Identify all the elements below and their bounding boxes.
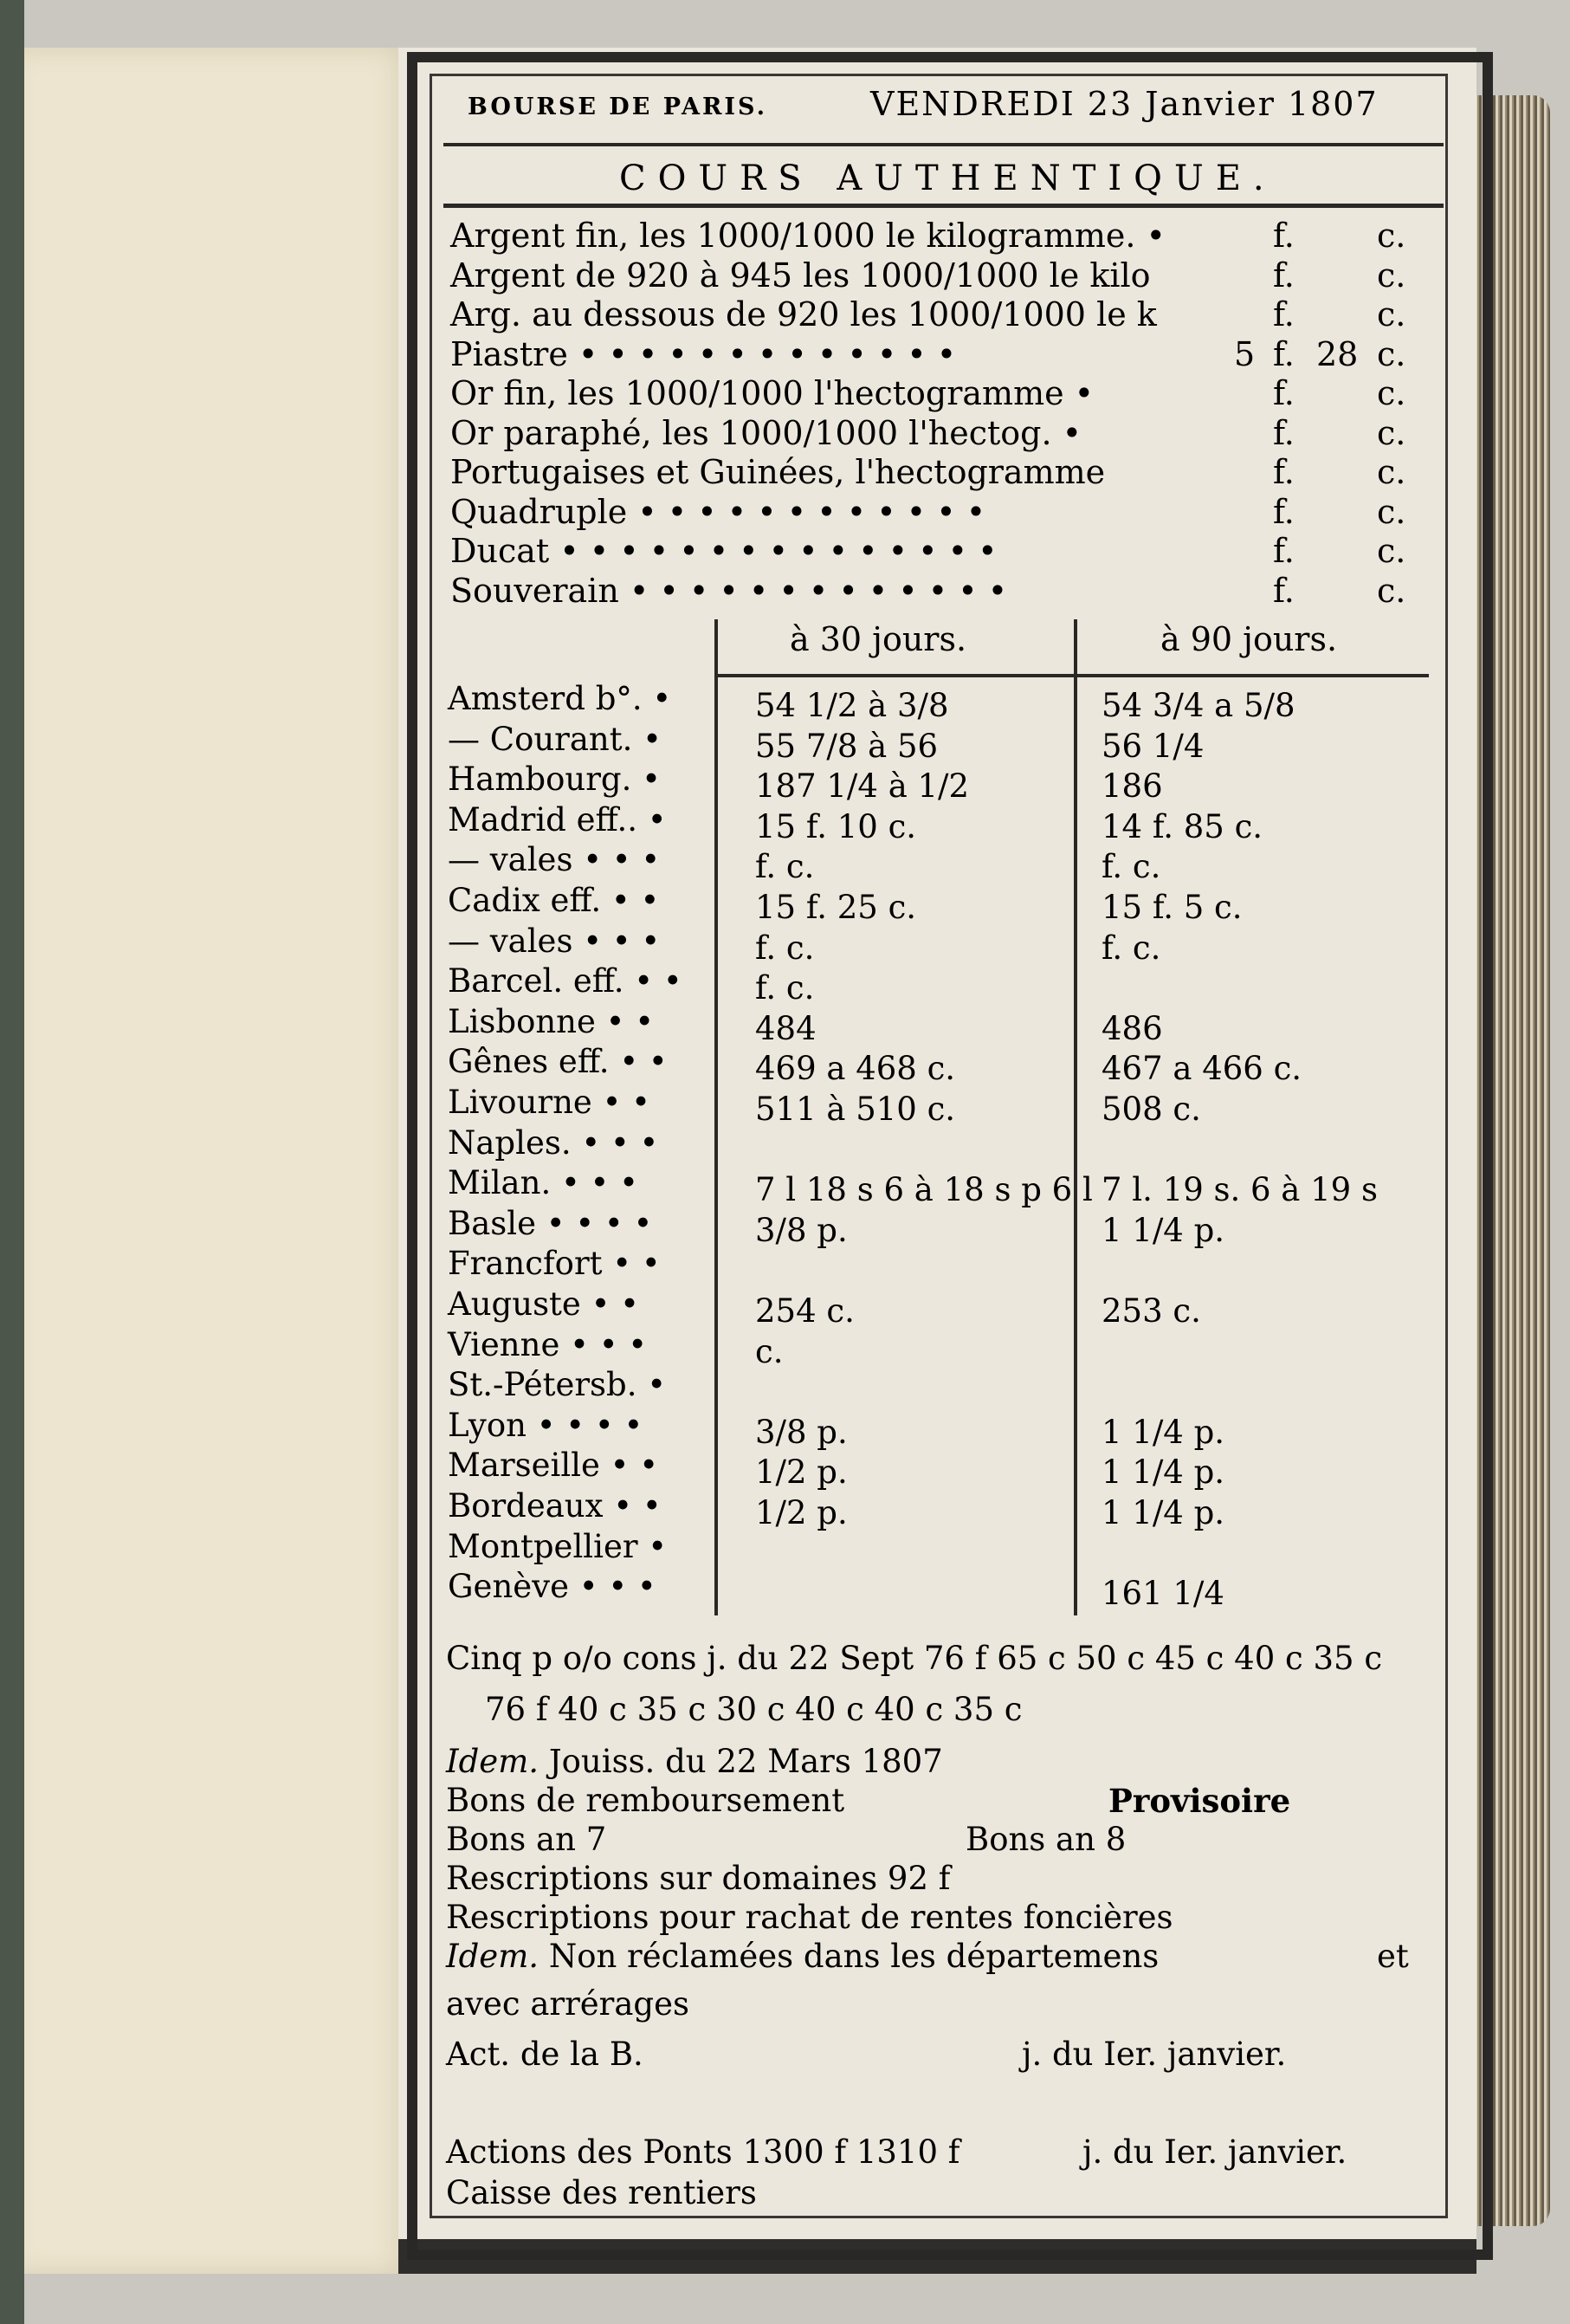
exchange-place: Genève • • • <box>448 1568 656 1605</box>
rescriptions-domaines: Rescriptions sur domaines 92 f <box>446 1860 951 1897</box>
metal-c-unit: c. <box>1377 532 1406 570</box>
metal-f-unit: f. <box>1273 572 1295 610</box>
exchange-90-days: 508 c. <box>1102 1091 1201 1128</box>
exchange-place: Cadix eff. • • <box>448 882 660 919</box>
jouissance-2: j. du Ier. janvier. <box>1082 2133 1347 2171</box>
title-rule <box>443 204 1444 208</box>
metal-c-unit: c. <box>1377 295 1406 333</box>
metal-c-unit: c. <box>1377 414 1406 452</box>
exchange-place: Auguste • • <box>448 1285 639 1323</box>
exchange-90-days: 1 1/4 p. <box>1102 1494 1225 1531</box>
exchange-90-days: 56 1/4 <box>1102 728 1205 765</box>
exchange-30-days: 1/2 p. <box>755 1494 848 1531</box>
exchange-90-days: f. c. <box>1102 929 1161 967</box>
exchange-place: Lyon • • • • <box>448 1407 643 1444</box>
act-banque: Act. de la B. <box>446 2036 643 2073</box>
metal-label: Ducat • • • • • • • • • • • • • • • <box>450 532 998 570</box>
metal-f-unit: f. <box>1273 256 1295 295</box>
page-title: COURS AUTHENTIQUE. <box>619 159 1276 198</box>
idem-label: Idem. <box>446 1743 539 1780</box>
exchange-90-days: 14 f. 85 c. <box>1102 808 1263 845</box>
metal-f-unit: f. <box>1273 374 1295 412</box>
exchange-90-days: 186 <box>1102 767 1163 805</box>
exchange-place: — Courant. • <box>448 721 662 758</box>
metal-c-unit: c. <box>1377 256 1406 295</box>
header-rule <box>443 143 1444 146</box>
bons-remboursement: Bons de remboursement <box>446 1782 845 1819</box>
exchange-30-days: 254 c. <box>755 1292 855 1330</box>
cinq-line-1: Cinq p o/o cons j. du 22 Sept 76 f 65 c 50 c 45 c 40 c 35 c <box>446 1640 1383 1677</box>
exchange-30-days: 3/8 p. <box>755 1414 848 1451</box>
exchange-place: Naples. • • • <box>448 1124 659 1162</box>
table-divider-left <box>714 619 718 1615</box>
exchange-place: St.-Pétersb. • <box>448 1366 667 1403</box>
exchange-place: Barcel. eff. • • <box>448 962 682 1000</box>
col-90-rule <box>1077 674 1429 677</box>
exchange-place: Milan. • • • <box>448 1164 638 1201</box>
exchange-place: Montpellier • <box>448 1528 668 1565</box>
metal-f-unit: f. <box>1273 295 1295 333</box>
exchange-30-days: 3/8 p. <box>755 1212 848 1249</box>
metal-f-unit: f. <box>1273 217 1295 255</box>
caisse-rentiers: Caisse des rentiers <box>446 2174 757 2211</box>
exchange-90-days: 467 a 466 c. <box>1102 1050 1302 1087</box>
actions-ponts: Actions des Ponts 1300 f 1310 f <box>446 2133 960 2171</box>
exchange-place: Basle • • • • <box>448 1205 653 1242</box>
bons-an-7: Bons an 7 <box>446 1821 607 1858</box>
metal-f-unit: f. <box>1273 414 1295 452</box>
exchange-30-days: 7 l 18 s 6 à 18 s p 6 l <box>755 1171 1093 1208</box>
exchange-30-days: f. c. <box>755 969 815 1007</box>
metal-f-unit: f. <box>1273 335 1295 373</box>
exchange-place: — vales • • • <box>448 841 661 878</box>
metal-c-unit: c. <box>1377 572 1406 610</box>
exchange-place: Livourne • • <box>448 1084 650 1121</box>
exchange-90-days: 1 1/4 p. <box>1102 1414 1225 1451</box>
col-30-header: à 30 jours. <box>790 620 967 658</box>
metal-c-unit: c. <box>1377 217 1406 255</box>
exchange-90-days: 15 f. 5 c. <box>1102 889 1243 926</box>
exchange-30-days: 54 1/2 à 3/8 <box>755 687 949 724</box>
exchange-30-days: 469 a 468 c. <box>755 1050 956 1087</box>
exchange-place: Lisbonne • • <box>448 1003 655 1040</box>
metal-label: Arg. au dessous de 920 les 1000/1000 le k <box>450 295 1157 333</box>
idem-rest: Jouiss. du 22 Mars 1807 <box>548 1743 943 1780</box>
exchange-90-days: 7 l. 19 s. 6 à 19 s <box>1102 1171 1378 1208</box>
metal-value-centimes: 28 <box>1316 335 1359 373</box>
metal-value-francs: 5 <box>1234 335 1256 373</box>
metal-c-unit: c. <box>1377 374 1406 412</box>
book-cover-edge <box>0 0 24 2324</box>
col-90-header: à 90 jours. <box>1160 620 1338 658</box>
idem2-rest: Non réclamées dans les départemens <box>548 1938 1160 1975</box>
exchange-30-days: 55 7/8 à 56 <box>755 728 939 765</box>
metal-label: Or fin, les 1000/1000 l'hectogramme • <box>450 374 1095 412</box>
exchange-90-days: 1 1/4 p. <box>1102 1453 1225 1491</box>
metal-label: Quadruple • • • • • • • • • • • • <box>450 493 986 531</box>
bons-an-8: Bons an 8 <box>966 1821 1127 1858</box>
metal-f-unit: f. <box>1273 493 1295 531</box>
avec-arrerages: avec arrérages <box>446 1985 689 2023</box>
exchange-30-days: f. c. <box>755 848 815 885</box>
exchange-90-days: 1 1/4 p. <box>1102 1212 1225 1249</box>
et-word: et <box>1377 1938 1409 1975</box>
metal-c-unit: c. <box>1377 493 1406 531</box>
header-date: VENDREDI 23 Janvier 1807 <box>870 85 1379 123</box>
exchange-place: Gênes eff. • • <box>448 1043 668 1080</box>
exchange-place: Amsterd b°. • <box>448 680 672 717</box>
exchange-place: Hambourg. • <box>448 761 661 798</box>
col-30-rule <box>718 674 1074 677</box>
provisoire: Provisoire <box>1108 1782 1291 1820</box>
metal-label: Piastre • • • • • • • • • • • • • <box>450 335 957 373</box>
left-blank-page <box>24 48 414 2274</box>
jouissance-1: j. du Ier. janvier. <box>1022 2036 1287 2073</box>
exchange-30-days: 187 1/4 à 1/2 <box>755 767 970 805</box>
exchange-place: Madrid eff.. • <box>448 801 667 838</box>
exchange-place: Vienne • • • <box>448 1326 648 1363</box>
idem2-label: Idem. <box>446 1938 539 1975</box>
exchange-place: — vales • • • <box>448 922 661 960</box>
table-divider-right <box>1074 619 1077 1615</box>
metal-label: Argent fin, les 1000/1000 le kilogramme. • <box>450 217 1166 255</box>
exchange-place: Bordeaux • • <box>448 1487 662 1525</box>
exchange-90-days: 253 c. <box>1102 1292 1201 1330</box>
metal-c-unit: c. <box>1377 335 1406 373</box>
metal-label: Portugaises et Guinées, l'hectogramme <box>450 453 1106 491</box>
metal-label: Argent de 920 à 945 les 1000/1000 le kilo <box>450 256 1151 295</box>
metal-label: Or paraphé, les 1000/1000 l'hectog. • <box>450 414 1082 452</box>
exchange-90-days: f. c. <box>1102 848 1161 885</box>
rescriptions-rachat: Rescriptions pour rachat de rentes foncières <box>446 1899 1173 1936</box>
exchange-90-days: 54 3/4 a 5/8 <box>1102 687 1295 724</box>
exchange-30-days: 511 à 510 c. <box>755 1091 956 1128</box>
header-left: BOURSE DE PARIS. <box>468 94 767 120</box>
exchange-place: Francfort • • <box>448 1245 661 1282</box>
metal-label: Souverain • • • • • • • • • • • • • <box>450 572 1008 610</box>
metal-f-unit: f. <box>1273 453 1295 491</box>
exchange-30-days: c. <box>755 1333 784 1370</box>
exchange-90-days: 161 1/4 <box>1102 1575 1224 1612</box>
metal-c-unit: c. <box>1377 453 1406 491</box>
cinq-line-2: 76 f 40 c 35 c 30 c 40 c 40 c 35 c <box>485 1691 1023 1728</box>
exchange-30-days: 15 f. 25 c. <box>755 889 917 926</box>
exchange-30-days: 484 <box>755 1010 817 1047</box>
exchange-30-days: f. c. <box>755 929 815 967</box>
exchange-place: Marseille • • <box>448 1447 659 1484</box>
metal-f-unit: f. <box>1273 532 1295 570</box>
exchange-90-days: 486 <box>1102 1010 1163 1047</box>
exchange-30-days: 1/2 p. <box>755 1453 848 1491</box>
exchange-30-days: 15 f. 10 c. <box>755 808 917 845</box>
